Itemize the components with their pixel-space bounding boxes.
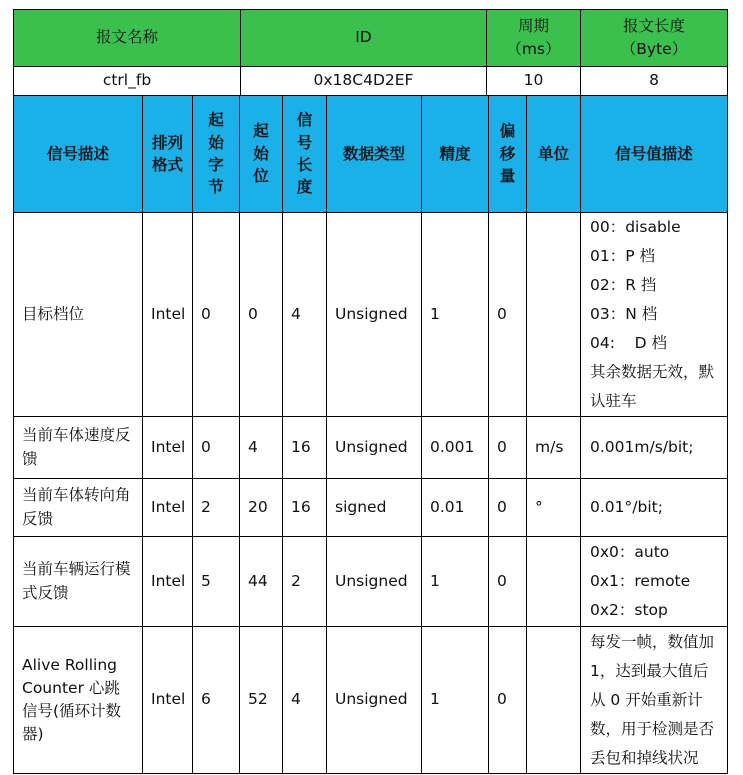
value-desc-header: 信号值描述 [581, 96, 728, 213]
message-meta-table [13, 9, 728, 96]
offset-cell: 0 [489, 417, 527, 479]
signal-length-header-char1: 信 [296, 111, 313, 130]
offset-header-char1: 偏 [499, 122, 516, 141]
start-byte-cell: 6 [193, 627, 240, 774]
data-type-header: 数据类型 [327, 96, 422, 213]
signal-desc-cell: 目标档位 [14, 213, 143, 417]
signal-length-header-char4: 度 [296, 178, 313, 197]
value-desc-line: 0x2：stop [590, 601, 668, 619]
value-desc-line: 02：R 挡 [590, 276, 657, 294]
unit-cell: m/s [527, 417, 581, 479]
start-byte-cell: 0 [193, 213, 240, 417]
start-byte-cell: 2 [193, 479, 240, 537]
precision-cell: 1 [422, 627, 489, 774]
cycle-period-header-line1: 周期 [517, 16, 549, 35]
value-desc-line: 0x0：auto [590, 543, 670, 561]
start-bit-cell: 20 [240, 479, 283, 537]
signal-header-row [14, 96, 728, 213]
data-type-cell: signed [327, 479, 422, 537]
byte-order-header-line1: 排列 [151, 133, 183, 152]
unit-cell: ° [527, 479, 581, 537]
unit-cell [527, 537, 581, 627]
table-row [14, 417, 728, 479]
meta-value-row [14, 67, 728, 96]
table-row [14, 537, 728, 627]
precision-cell: 1 [422, 213, 489, 417]
data-type-cell: Unsigned [327, 417, 422, 479]
offset-cell: 0 [489, 213, 527, 417]
byte-order-cell: Intel [143, 627, 193, 774]
data-type-cell: Unsigned [327, 213, 422, 417]
value-desc-line: 01：P 档 [590, 247, 655, 265]
value-desc-cell [581, 537, 728, 627]
start-byte-header-char1: 起 [208, 111, 224, 130]
signal-desc-cell: Alive Rolling Counter 心跳信号(循环计数器) [14, 627, 143, 774]
signal-length-header-char2: 号 [296, 133, 313, 152]
offset-cell: 0 [489, 627, 527, 774]
start-bit-header-char2: 始 [253, 144, 269, 163]
offset-header-char3: 量 [499, 167, 516, 186]
message-length-value: 8 [581, 67, 728, 96]
cycle-period-value: 10 [487, 67, 581, 96]
cycle-period-header [487, 10, 581, 67]
start-byte-cell: 5 [193, 537, 240, 627]
offset-cell: 0 [489, 537, 527, 627]
start-byte-header-char2: 始 [208, 133, 224, 152]
signal-length-cell: 16 [283, 479, 327, 537]
precision-cell: 1 [422, 537, 489, 627]
signal-table [13, 95, 728, 774]
precision-cell: 0.01 [422, 479, 489, 537]
value-desc-cell: 每发一帧，数值加 1，达到最大值后从 0 开始重新计数，用于检测是否丢包和掉线状况 [581, 627, 728, 774]
value-desc-line: 00：disable [590, 218, 681, 236]
value-desc-line: 03：N 档 [590, 305, 658, 323]
byte-order-cell: Intel [143, 479, 193, 537]
start-bit-header-char1: 起 [253, 122, 269, 141]
signal-desc-header: 信号描述 [14, 96, 143, 213]
message-length-header-line1: 报文长度 [622, 16, 685, 35]
message-length-header [581, 10, 728, 67]
start-bit-header [240, 96, 283, 213]
byte-order-cell: Intel [143, 537, 193, 627]
unit-cell [527, 213, 581, 417]
byte-order-cell: Intel [143, 417, 193, 479]
start-byte-cell: 0 [193, 417, 240, 479]
message-id-header: ID [241, 10, 487, 67]
start-bit-header-char3: 位 [253, 167, 269, 186]
value-desc-line: 其余数据无效，默 [590, 363, 715, 381]
table-row [14, 479, 728, 537]
value-desc-line: 0x1：remote [590, 572, 691, 590]
data-type-cell: Unsigned [327, 537, 422, 627]
signal-length-header [283, 96, 327, 213]
start-bit-cell: 44 [240, 537, 283, 627]
signal-length-cell: 4 [283, 213, 327, 417]
data-type-cell: Unsigned [327, 627, 422, 774]
precision-header: 精度 [422, 96, 489, 213]
table-row [14, 627, 728, 774]
start-bit-cell: 4 [240, 417, 283, 479]
start-byte-header-char3: 字 [208, 156, 224, 174]
signal-length-header-char3: 长 [296, 156, 313, 174]
value-desc-cell: 0.01°/bit; [581, 479, 728, 537]
signal-definition-document [13, 9, 728, 774]
start-byte-header-char4: 节 [208, 178, 224, 197]
byte-order-header [143, 96, 193, 213]
message-name-header: 报文名称 [14, 10, 241, 67]
value-desc-line: 认驻车 [590, 392, 637, 410]
message-name-value: ctrl_fb [14, 67, 241, 96]
offset-cell: 0 [489, 479, 527, 537]
signal-desc-cell: 当前车辆运行模式反馈 [14, 537, 143, 627]
offset-header-char2: 移 [499, 144, 516, 163]
byte-order-header-line2: 格式 [151, 156, 183, 174]
value-desc-cell: 0.001m/s/bit; [581, 417, 728, 479]
value-desc-cell [581, 213, 728, 417]
message-id-value: 0x18C4D2EF [241, 67, 487, 96]
byte-order-cell: Intel [143, 213, 193, 417]
signal-desc-cell: 当前车体转向角反馈 [14, 479, 143, 537]
value-desc-line: 04: D 档 [590, 334, 668, 352]
unit-header: 单位 [527, 96, 581, 213]
precision-cell: 0.001 [422, 417, 489, 479]
signal-desc-cell: 当前车体速度反馈 [14, 417, 143, 479]
start-bit-cell: 52 [240, 627, 283, 774]
table-row [14, 213, 728, 417]
start-byte-header [193, 96, 240, 213]
start-bit-cell: 0 [240, 213, 283, 417]
signal-length-cell: 16 [283, 417, 327, 479]
signal-length-cell: 2 [283, 537, 327, 627]
unit-cell [527, 627, 581, 774]
message-length-header-line2: （Byte） [620, 40, 688, 58]
offset-header [489, 96, 527, 213]
signal-length-cell: 4 [283, 627, 327, 774]
cycle-period-header-line2: （ms） [506, 40, 561, 58]
meta-header-row [14, 10, 728, 67]
